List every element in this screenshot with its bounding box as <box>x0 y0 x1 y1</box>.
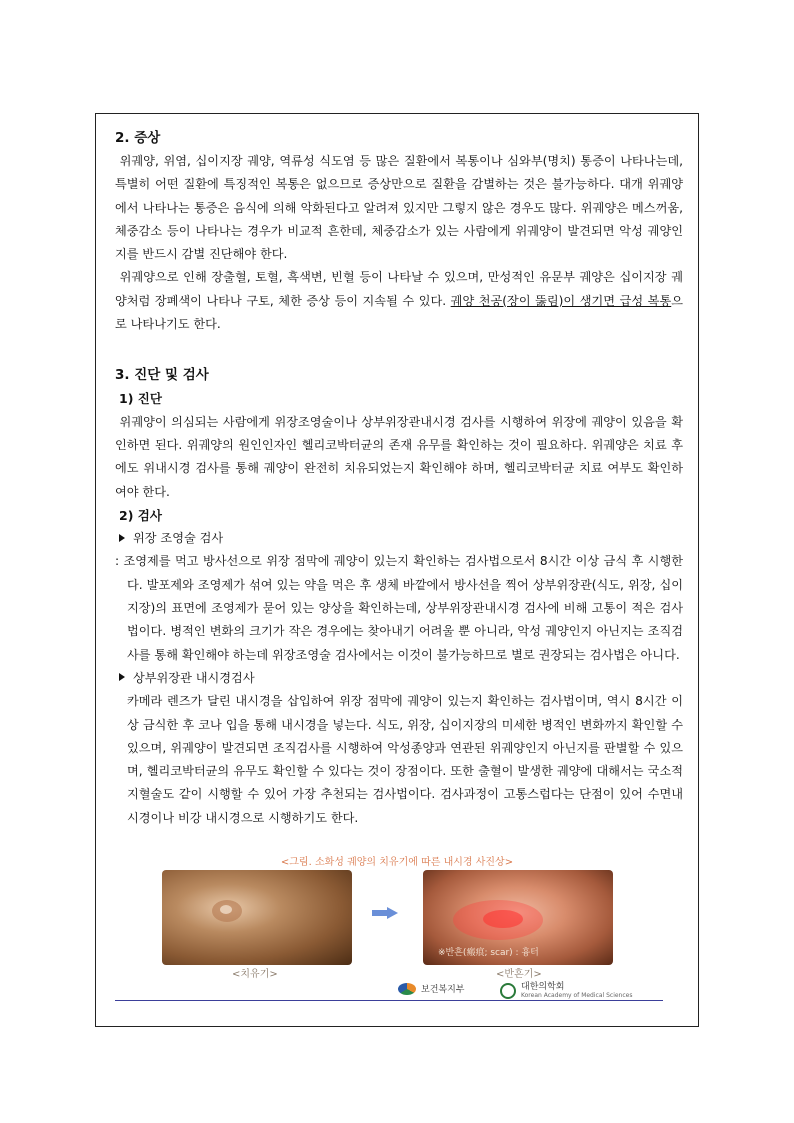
triangle-bullet-icon <box>119 534 125 542</box>
photo-label-scar: <반흔기> <box>496 969 542 980</box>
subheading-tests: 2) 검사 <box>119 507 162 523</box>
ministry-logo: 보건복지부 <box>398 982 464 995</box>
footer-rule <box>115 1000 663 1001</box>
subheading-diagnosis: 1) 진단 <box>119 391 162 407</box>
section-heading-diagnosis: 3. 진단 및 검사 <box>115 367 209 384</box>
arrow-icon <box>372 907 398 919</box>
diagnosis-paragraph: 위궤양이 의심되는 사람에게 위장조영술이나 상부위장관내시경 검사를 시행하여 위장에 궤양이 있음을 확인하면 된다. 위궤양의 원인인자인 헬리코박터균의 존재 유무를 확인하는 것이 필요하다. 위궤양은 치료 후에도 위내시경 검사를 통해 궤양이 완전히 치유되었는지 확인해야 하며, 헬리코박터균 치료 여부도 확인하여야 한다. <box>115 414 683 499</box>
ministry-emblem-icon <box>398 983 416 995</box>
symptoms-paragraph-2: 위궤양으로 인해 장출혈, 토혈, 흑색변, 빈혈 등이 나타날 수 있으며, 만성적인 유문부 궤양은 십이지장 궤양처럼 장폐색이 나타나 구토, 체한 증상 등이 지속될 수 있다. 궤양 천공(장이 뚫림)이 생기면 급성 복통으로 나타나기도 한다. <box>115 270 684 332</box>
document-body <box>115 126 683 830</box>
barium-study-text: : 조영제를 먹고 방사선으로 위장 점막에 궤양이 있는지 확인하는 검사법으로서 8시간 이상 금식 후 시행한다. 발포제와 조영제가 섞여 있는 약을 먹은 후 생체 바깥에서 방사선을 찍어 상부위장관(식도, 위장, 십이지장)의 표면에 조영제가 묻어 있는 양상을 확인하는데, 상부위장관내시경 검사에 비해 고통이 적은 검사법이다. 병적인 변화의 크기가 작은 경우에는 찾아내기 어려울 뿐 아니라, 악성 궤양인지 아닌지는 조직검사를 통해 확인해야 하는데 위장조영술 검사에서는 이것이 불가능하므로 별로 권장되는 검사법은 아니다. <box>115 554 683 662</box>
symptoms-paragraph-1: 위궤양, 위염, 십이지장 궤양, 역류성 식도염 등 많은 질환에서 복통이나 심와부(명치) 통증이 나타나는데, 특별히 어떤 질환에 특징적인 복통은 없으므로 증상만으로 질환을 감별하는 것은 불가능하다. 대개 위궤양에서 나타나는 통증은 음식에 의해 악화된다고 알려져 있지만 그렇지 않은 경우도 많다. 위궤양은 메스꺼움, 체중감소 등이 나타나는 경우가 비교적 흔한데, 체중감소가 있는 사람에게 위궤양이 발견되면 악성 궤양인지를 반드시 감별 진단해야 한다. <box>115 154 683 262</box>
figure-caption: <그림. 소화성 궤양의 치유기에 따른 내시경 사진상> <box>280 857 514 868</box>
triangle-bullet-icon <box>119 673 125 681</box>
bullet-barium-study: 위장 조영술 검사 <box>115 527 683 550</box>
bullet-endoscopy: 상부위장관 내시경검사 <box>115 667 683 690</box>
photo-label-healing: <치유기> <box>232 969 278 980</box>
section-heading-symptoms: 2. 증상 <box>115 130 161 146</box>
scar-note: ※반흔(瘢痕; scar) : 흉터 <box>438 948 539 958</box>
endoscopy-photo-healing <box>162 870 352 965</box>
academy-logo: 대한의학회 Korean Academy of Medical Sciences <box>500 982 632 999</box>
perforation-underlined: 궤양 천공(장이 뚫림)이 생기면 급성 복통 <box>450 293 672 308</box>
endoscopy-text: 카메라 렌즈가 달린 내시경을 삽입하여 위장 점막에 궤양이 있는지 확인하는 검사법이며, 역시 8시간 이상 금식한 후 코나 입을 통해 내시경을 넣는다. 식도, 위장, 십이지장의 미세한 병적인 변화까지 확인할 수 있으며, 위궤양이 발견되면 조직검사를 시행하여 악성종양과 연관된 위궤양인지 아닌지를 판별할 수 있으며, 헬리코박터균의 유무도 확인할 수 있다는 것이 장점이다. 또한 출혈이 발생한 궤양에 대해서는 국소적 지혈술도 같이 시행할 수 있어 가장 추천되는 검사법이다. 검사과정이 고통스럽다는 단점이 있어 수면내시경이나 비강 내시경으로 시행하기도 한다. <box>127 694 683 825</box>
academy-emblem-icon <box>500 983 516 999</box>
